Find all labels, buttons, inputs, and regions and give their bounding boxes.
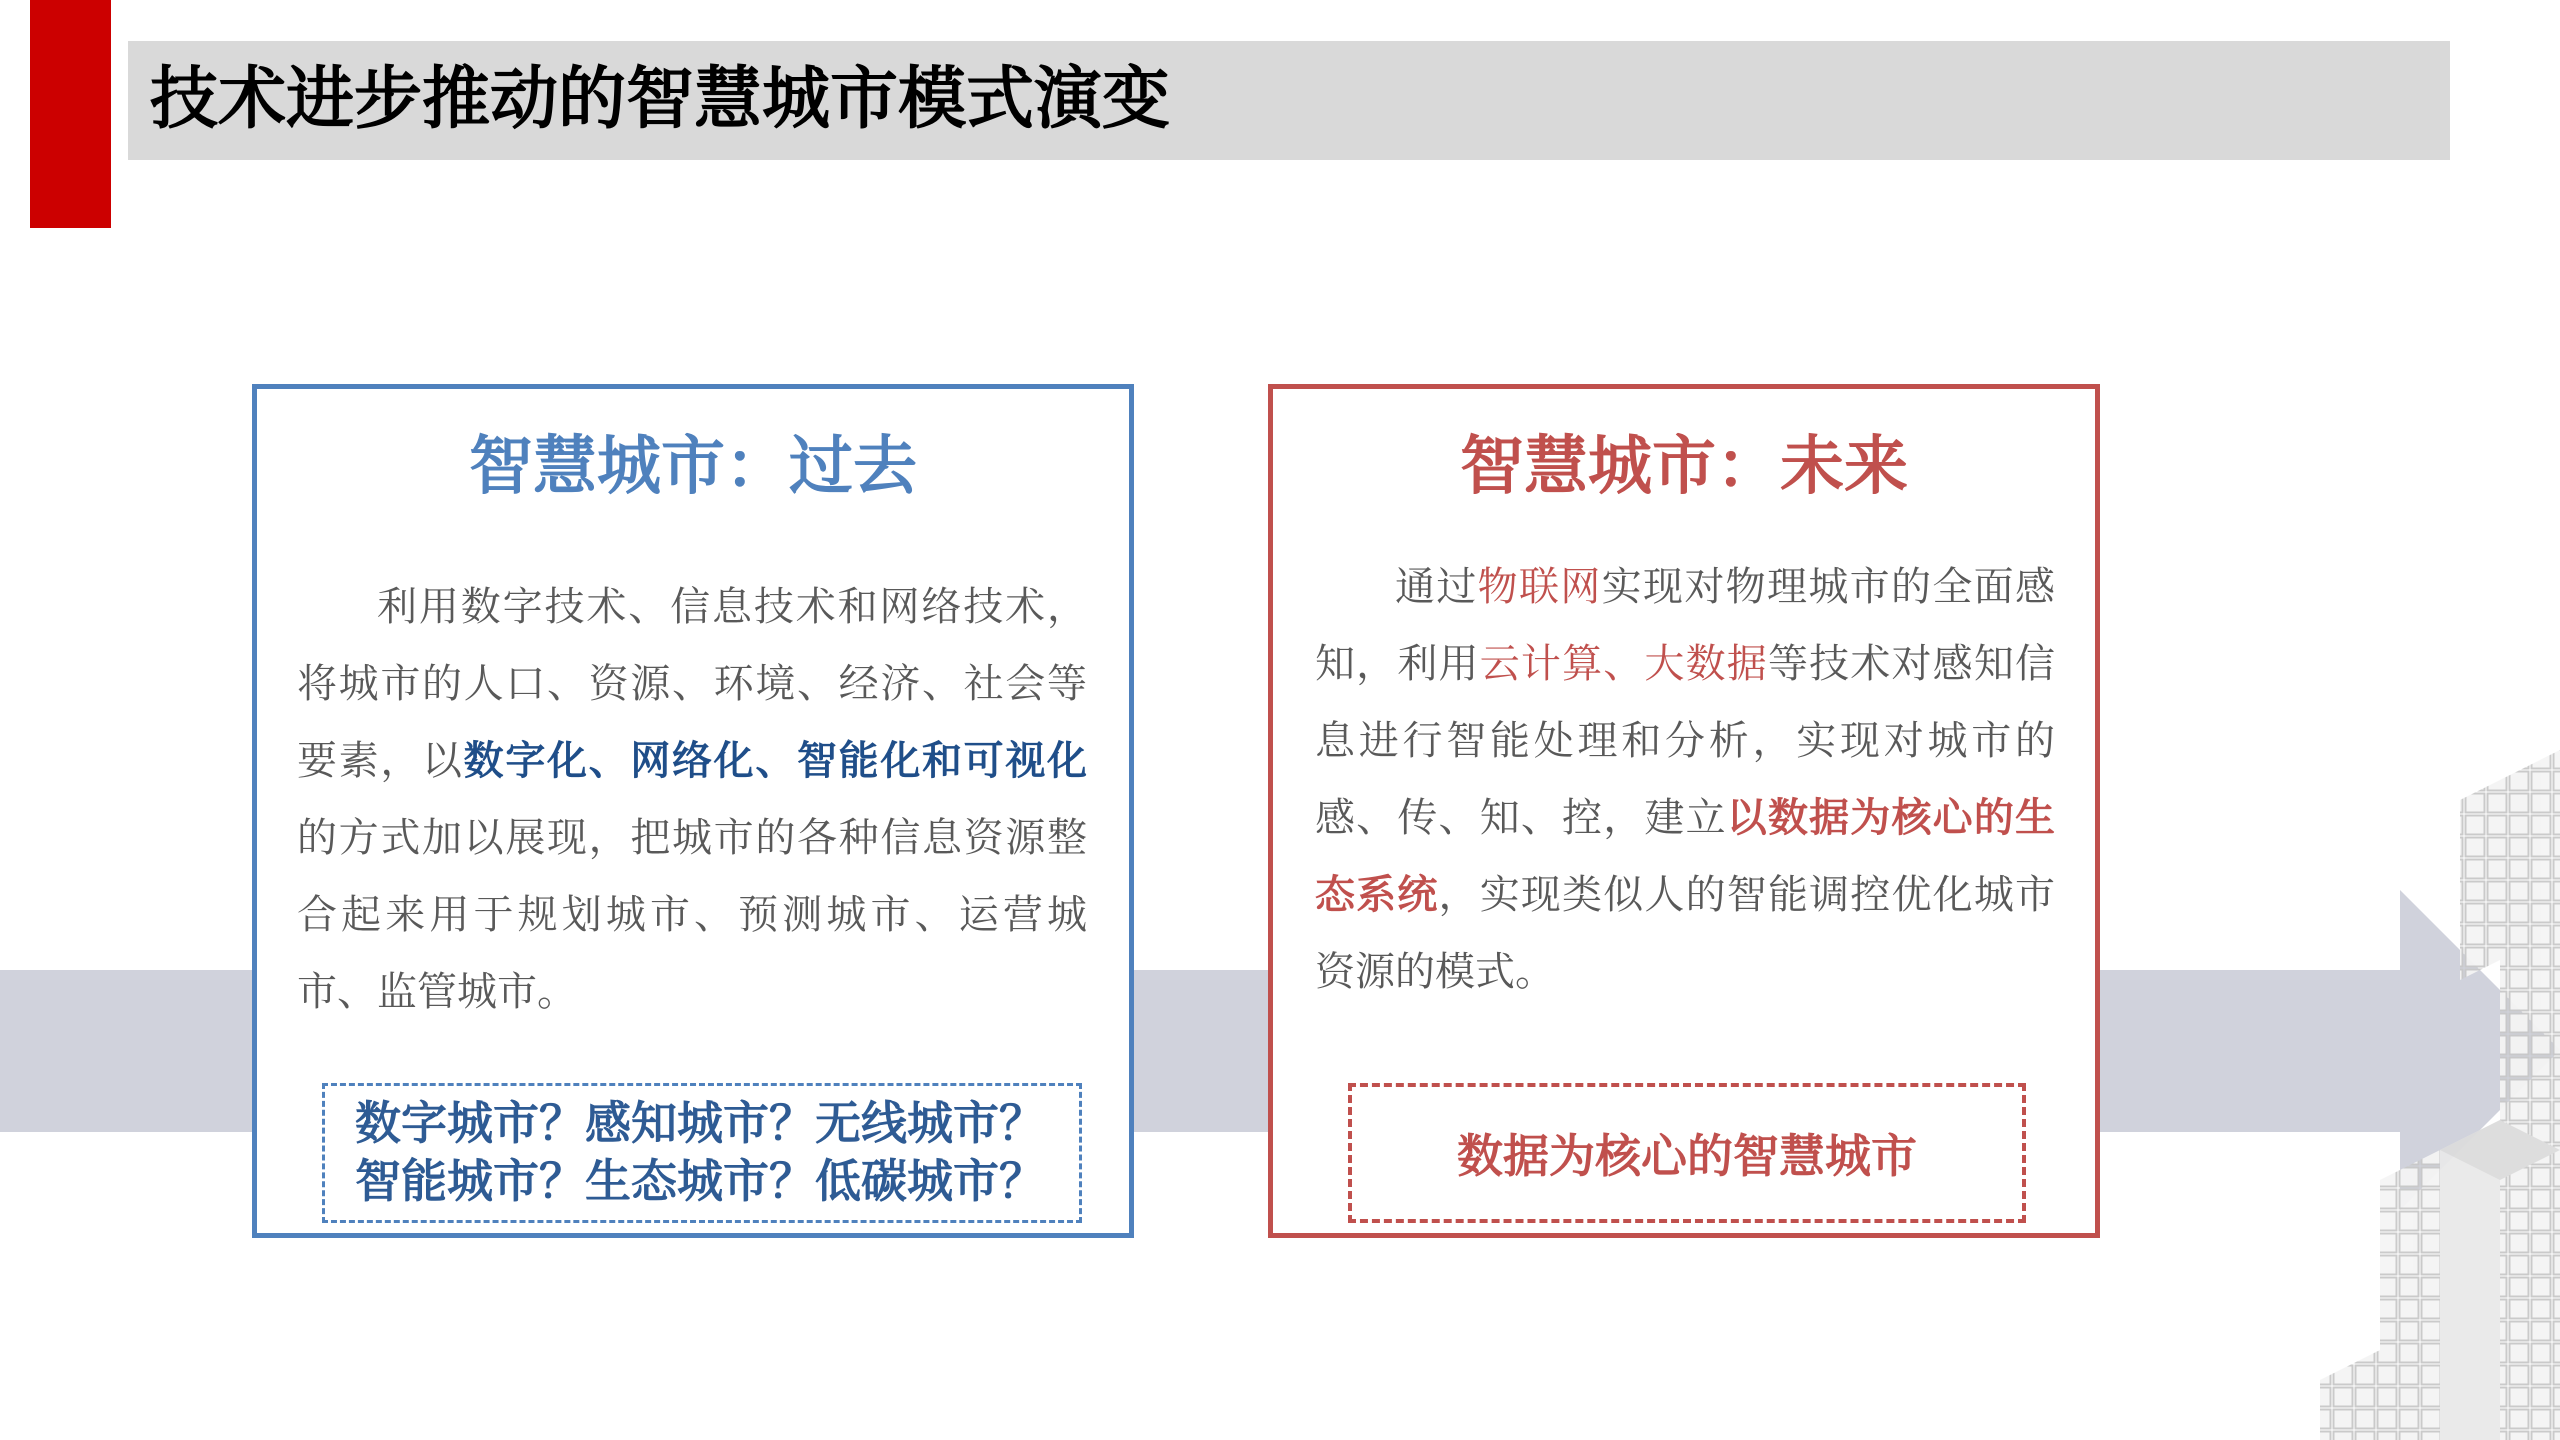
card-future-body bbox=[1315, 549, 2055, 1011]
past-tag-line-2: 智能城市？生态城市？低碳城市？ bbox=[355, 1154, 1045, 1208]
past-body-highlight: 数字化、网络化、智能化和可视化 bbox=[463, 738, 1088, 784]
future-body-text-4: ，实现类似人的智能调控优化城市资源的模式。 bbox=[1315, 872, 2056, 995]
past-tag-line-1: 数字城市？感知城市？无线城市？ bbox=[355, 1096, 1045, 1150]
future-body-text-1: 通过 bbox=[1395, 564, 1478, 610]
future-tag-text: 数据为核心的智慧城市 bbox=[1457, 1129, 1917, 1183]
future-body-highlight-ecosystem: 以数据为核心的生态系统 bbox=[1315, 795, 2056, 918]
future-body-text-3: 等技术对感知信息进行智能处理和分析，实现对城市的感、传、知、控，建立 bbox=[1315, 641, 2056, 841]
past-body-text-1: 利用数字技术、信息技术和网络技术，将城市的人口、资源、环境、经济、社会等要素，以 bbox=[297, 584, 1087, 784]
future-body-text-2: 实现对物理城市的全面感知，利用 bbox=[1315, 564, 2056, 687]
card-future-title: 智慧城市：未来 bbox=[1460, 430, 1908, 504]
header-accent-bar bbox=[30, 0, 111, 228]
past-tags-box bbox=[322, 1083, 1082, 1223]
page-title: 技术进步推动的智慧城市模式演变 bbox=[150, 60, 1171, 139]
future-tag-box bbox=[1348, 1083, 2026, 1223]
future-body-highlight-iot: 物联网 bbox=[1477, 564, 1602, 610]
card-past-title: 智慧城市：过去 bbox=[469, 430, 917, 504]
card-past-body bbox=[297, 569, 1087, 1031]
past-body-text-2: 的方式加以展现，把城市的各种信息资源整合起来用于规划城市、预测城市、运营城市、监管城市。 bbox=[297, 815, 1087, 1015]
card-future bbox=[1268, 384, 2100, 1238]
card-past bbox=[252, 384, 1134, 1238]
future-body-highlight-cloud: 云计算、大数据 bbox=[1479, 641, 1768, 687]
